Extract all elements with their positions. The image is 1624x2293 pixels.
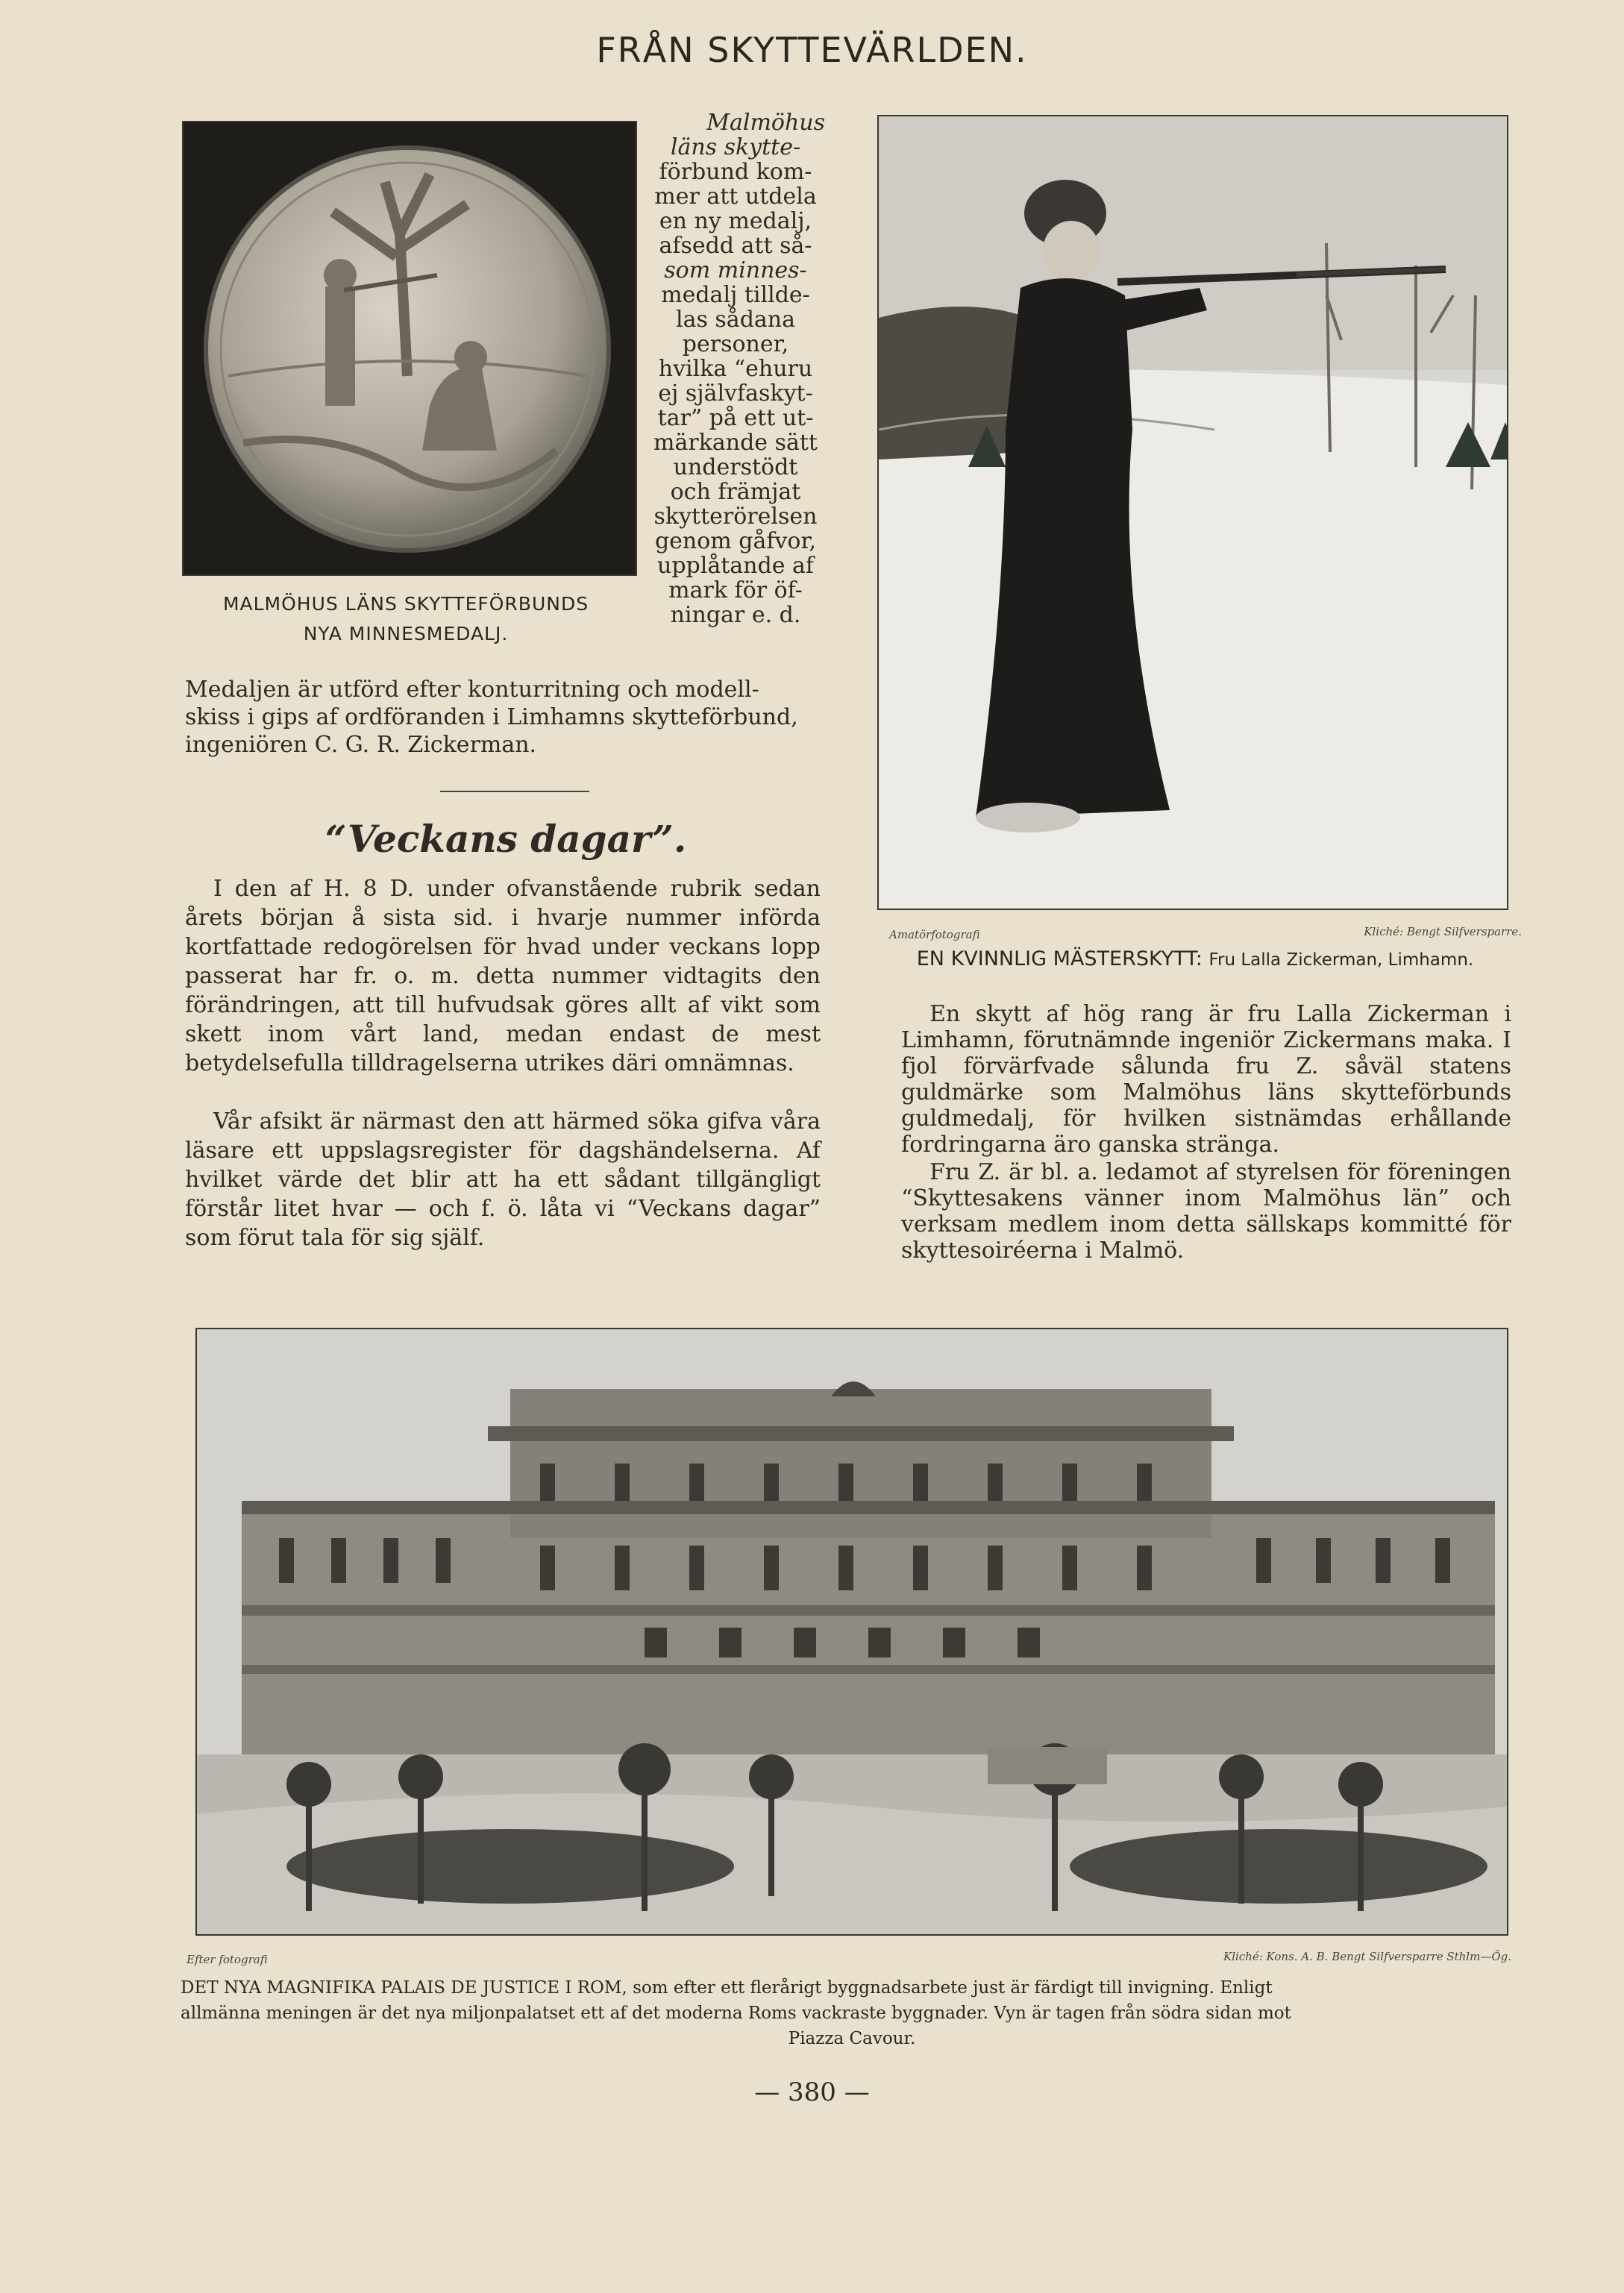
narrow-line: en ny medalj, (659, 208, 812, 234)
section-divider (440, 791, 589, 792)
narrow-line: och främjat (670, 479, 801, 505)
narrow-line: mark för öf- (668, 577, 803, 603)
narrow-line: som minnes- (664, 257, 807, 283)
narrow-line: hvilka “ehuru (658, 356, 813, 382)
palace-caption-line-3: Piazza Cavour. (788, 2029, 916, 2048)
narrow-line: personer, (682, 331, 789, 357)
veckans-paragraph-1: I den af H. 8 D. under ofvanstående rubrik sedan årets början å sista sid. i hvarje nummer införda kortfattade redogörelsen för hvad under veckans lopp passerat har fr. o. m. detta nummer vidtagits den förändringen, att till hufvudsak göres allt af vikt som skett inom vårt land, medan endast de mest betydelsefulla tilldragelserna utrikes däri omnämnas. (185, 876, 821, 1076)
narrow-line: förbund kom- (659, 159, 812, 185)
shooter-caption (874, 947, 1516, 970)
shooter-photo (877, 115, 1508, 910)
narrow-line: upplåtande af (657, 553, 814, 579)
narrow-line: medalj tillde- (661, 282, 810, 308)
narrow-line: läns skytte- (670, 134, 801, 160)
veckans-paragraph-2: Vår afsikt är närmast den att härmed söka gifva våra läsare ett uppslagsregister för dagshändelserna. Af hvilket värde det blir att ha ett sådant tillgängligt förstår litet hvar — och f. ö. låta vi “Veckans dagar” som förut tala för sig själf. (185, 1108, 821, 1251)
palace-photo-credit-left: Efter fotografi (186, 1953, 268, 1966)
medal-caption-line-1: MALMÖHUS LÄNS SKYTTEFÖRBUNDS (222, 593, 589, 615)
narrow-line: ningar e. d. (670, 602, 801, 628)
medal-caption-line-2: NYA MINNESMEDALJ. (303, 623, 509, 644)
medal-text-line-1: Medaljen är utförd efter konturritning och modell- (185, 677, 759, 703)
narrow-line: las sådana (676, 307, 795, 333)
shooter-paragraph-2: Fru Z. är bl. a. ledamot af styrelsen för föreningen “Skyttesakens vänner inom Malmöhus län” och verksam medlem inom detta sällskaps kommitté för skyttesoiréerna i Malmö. (901, 1159, 1511, 1264)
narrow-line: ej självfaskyt- (658, 380, 813, 407)
veckans-title: “Veckans dagar”. (325, 817, 687, 861)
narrow-line: Malmöhus (706, 110, 825, 136)
palace-photo (195, 1328, 1508, 1936)
palace-caption-line-1: DET NYA MAGNIFIKA PALAIS DE JUSTICE I ROM, som efter ett flerårigt byggnadsarbete just är färdigt till invigning. Enligt (181, 1978, 1273, 1998)
narrow-line: skytterörelsen (653, 504, 818, 530)
shooter-photo-credit-left: Amatörfotografi (889, 928, 980, 941)
page-number: — 380 — (754, 2077, 870, 2107)
palace-caption-line-2: allmänna meningen är det nya miljonpalatset ett af det moderna Roms vackraste byggnader. Vyn är tagen från södra sidan mot (181, 2004, 1291, 2023)
narrow-line: understödt (673, 454, 798, 480)
narrow-line: genom gåfvor, (654, 528, 817, 554)
narrow-line: afsedd att så- (659, 233, 812, 259)
medal-photo (182, 121, 637, 576)
shooter-caption-label: EN KVINNLIG MÄSTERSKYTT: (916, 947, 1203, 970)
narrow-line: tar” på ett ut- (657, 405, 814, 431)
palace-photo-credit-right: Kliché: Kons. A. B. Bengt Silfversparre Sthlm—Ög. (1223, 1950, 1511, 1963)
running-head: FRÅN SKYTTEVÄRLDEN. (596, 30, 1028, 70)
shooter-photo-credit-right: Kliché: Bengt Silfversparre. (1364, 925, 1522, 938)
medal-text-line-3: ingeniören C. G. R. Zickerman. (185, 732, 537, 758)
narrow-line: mer att utdela (654, 183, 817, 210)
medal-narrow-text (646, 110, 825, 627)
shooter-caption-name: Fru Lalla Zickerman, Limhamn. (1208, 950, 1474, 970)
medal-text-line-2: skiss i gips af ordföranden i Limhamns skytteförbund, (185, 704, 798, 730)
narrow-line: märkande sätt (653, 430, 818, 456)
shooter-paragraph-1: En skytt af hög rang är fru Lalla Zickerman i Limhamn, förutnämnde ingeniör Zickermans maka. I fjol förvärfvade sålunda fru Z. såväl statens guldmärke som Malmöhus läns skytteförbunds guldmedalj, för hvilken sistnämdas erhållande fordringarna äro ganska stränga. (901, 1001, 1511, 1158)
